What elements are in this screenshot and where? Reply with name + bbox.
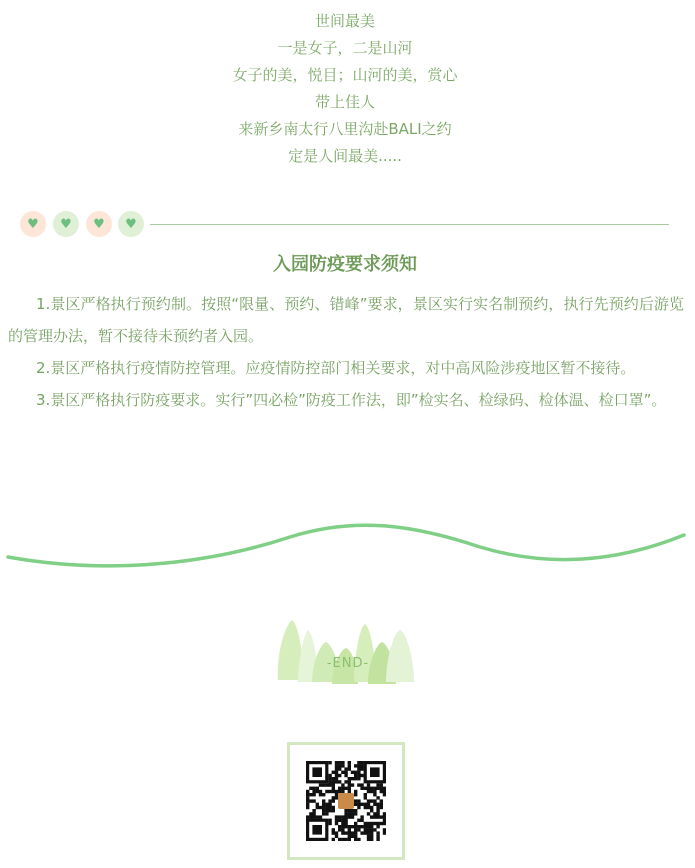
- qr-code-frame: [287, 742, 405, 860]
- section-title: 入园防疫要求须知: [273, 254, 417, 275]
- trees-illustration: [268, 612, 428, 692]
- poem-block: [0, 8, 690, 170]
- divider-line: [150, 224, 669, 225]
- rules-list: [8, 288, 684, 416]
- wave-decoration: [0, 505, 695, 595]
- rule-item: 1.景区严格执行预约制。按照“限量、预约、错峰”要求，景区实行实名制预约，执行先预约后游览的管理办法，暂不接待未预约者入园。: [8, 295, 684, 345]
- heart-icon: ♥: [86, 211, 112, 237]
- end-label: -END-: [326, 656, 370, 671]
- qr-code-icon: [306, 761, 386, 841]
- rule-item: 3.景区严格执行防疫要求。实行”四必检”防疫工作法，即”检实名、检绿码、检体温、检口罩”。: [36, 391, 667, 409]
- poem-line: 一是女子，二是山河: [277, 39, 413, 57]
- poem-line: 带上佳人: [314, 93, 375, 111]
- poem-line: 定是人间最美.....: [288, 147, 402, 165]
- poem-line: 世间最美: [314, 12, 375, 30]
- heart-icon: ♥: [20, 211, 46, 237]
- heart-divider: [20, 211, 670, 239]
- heart-icon: ♥: [118, 211, 144, 237]
- poem-line: 来新乡南太行八里沟赴BALI之约: [238, 120, 452, 138]
- heart-icon: ♥: [53, 211, 79, 237]
- rule-item: 2.景区严格执行疫情防控管理。应疫情防控部门相关要求，对中高风险涉疫地区暂不接待。: [36, 359, 636, 377]
- poem-line: 女子的美，悦目；山河的美，赏心: [232, 66, 458, 84]
